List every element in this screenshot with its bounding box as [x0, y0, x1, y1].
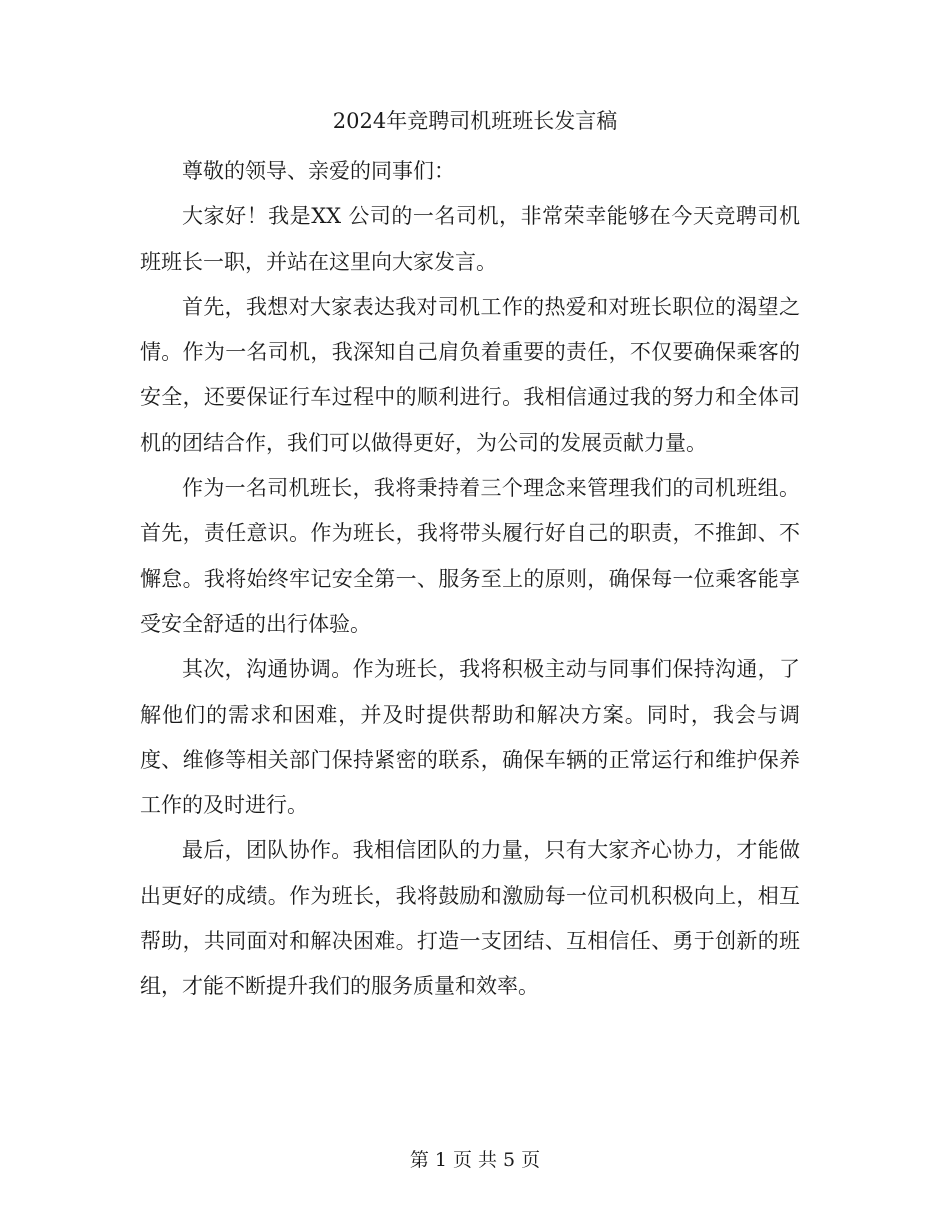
page-number: 第 1 页 共 5 页: [409, 1149, 541, 1171]
body-paragraph: 作为一名司机班长，我将秉持着三个理念来管理我们的司机班组。首先，责任意识。作为班长，我将带头履行好自己的职责，不推卸、不懈怠。我将始终牢记安全第一、服务至上的原则，确保每一位乘客能享受安全舒适的出行体验。: [140, 476, 800, 636]
salutation-paragraph: 尊敬的领导、亲爱的同事们：: [182, 159, 455, 183]
body-paragraph: 首先，我想对大家表达我对司机工作的热爱和对班长职位的渴望之情。作为一名司机，我深知自己肩负着重要的责任，不仅要确保乘客的安全，还要保证行车过程中的顺利进行。我相信通过我的努力和全体司机的团结合作，我们可以做得更好，为公司的发展贡献力量。: [140, 294, 800, 455]
body-paragraph: 其次，沟通协调。作为班长，我将积极主动与同事们保持沟通，了解他们的需求和困难，并及时提供帮助和解决方案。同时，我会与调度、维修等相关部门保持紧密的联系，确保车辆的正常运行和维护保养工作的及时进行。: [140, 657, 800, 818]
document-title: 2024年竞聘司机班班长发言稿: [332, 109, 618, 133]
body-paragraph: 最后，团队协作。我相信团队的力量，只有大家齐心协力，才能做出更好的成绩。作为班长，我将鼓励和激励每一位司机积极向上，相互帮助，共同面对和解决困难。打造一支团结、互相信任、勇于创新的班组，才能不断提升我们的服务质量和效率。: [140, 838, 800, 999]
greeting-paragraph: 大家好！我是XX 公司的一名司机，非常荣幸能够在今天竞聘司机班班长一职，并站在这里向大家发言。: [140, 204, 800, 274]
document-body: [140, 149, 800, 1010]
